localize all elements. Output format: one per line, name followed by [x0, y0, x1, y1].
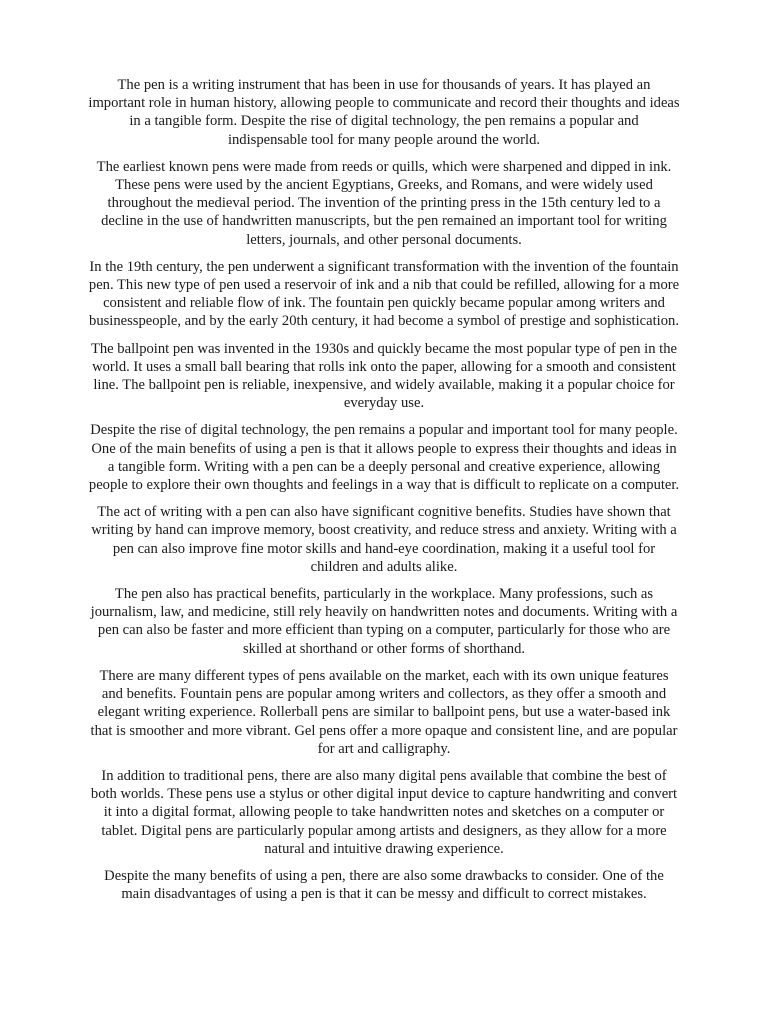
paragraph-2: The earliest known pens were made from reeds or quills, which were sharpened and dipped in ink. These pens were used by the ancient Egyptians, Greeks, and Romans, and were widely used throughout the medieval period. The invention of the printing press in the 15th century led to a decline in the use of handwritten manuscripts, but the pen remained an important tool for writing letters, journals, and other personal documents. — [96, 158, 672, 248]
paragraph-1: The pen is a writing instrument that has been in use for thousands of years. It has played an important role in human history, allowing people to communicate and record their thoughts and ideas in a tangible form. Despite the rise of digital technology, the pen remains a popular and indispensable tool for many people around the world. — [88, 77, 680, 148]
paragraph-3: In the 19th century, the pen underwent a significant transformation with the invention of the fountain pen. This new type of pen used a reservoir of ink and a nib that could be refilled, allowing for a more consistent and reliable flow of ink. The fountain pen quickly became popular among writers and businesspeople, and by the early 20th century, it had become a symbol of prestige and sophistication. — [88, 258, 680, 330]
document-page — [88, 76, 680, 912]
paragraph-5: Despite the rise of digital technology, the pen remains a popular and important tool for many people. One of the main benefits of using a pen is that it allows people to express their thoughts and ideas in a tangible form. Writing with a pen can be a deeply personal and creative experience, allowing people to explore their own thoughts and feelings in a way that is difficult to replicate on a computer. — [88, 422, 680, 494]
paragraph-9: In addition to traditional pens, there are also many digital pens available that combine the best of both worlds. These pens use a stylus or other digital input device to capture handwriting and convert it into a digital format, allowing people to take handwritten notes and sketches on a computer or tablet. Digital pens are particularly popular among artists and designers, as they allow for a more natural and intuitive drawing experience. — [90, 767, 678, 857]
paragraph-4: The ballpoint pen was invented in the 1930s and quickly became the most popular type of pen in the world. It uses a small ball bearing that rolls ink onto the paper, allowing for a smooth and consistent line. The ballpoint pen is reliable, inexpensive, and widely available, making it a popular choice for everyday use. — [90, 340, 678, 412]
paragraph-10: Despite the many benefits of using a pen, there are also some drawbacks to consider. One of the main disadvantages of using a pen is that it can be messy and difficult to correct mistakes. — [104, 867, 664, 903]
paragraph-6: The act of writing with a pen can also have significant cognitive benefits. Studies have shown that writing by hand can improve memory, boost creativity, and reduce stress and anxiety. Writing with a pen can also improve fine motor skills and hand-eye coordination, making it a useful tool for children and adults alike. — [91, 504, 677, 575]
paragraph-7: The pen also has practical benefits, particularly in the workplace. Many professions, such as journalism, law, and medicine, still rely heavily on handwritten notes and documents. Writing with a pen can also be faster and more efficient than typing on a computer, particularly for those who are skilled at shorthand or other forms of shorthand. — [90, 586, 678, 657]
paragraph-8: There are many different types of pens available on the market, each with its own unique features and benefits. Fountain pens are popular among writers and collectors, as they offer a smooth and elegant writing experience. Rollerball pens are similar to ballpoint pens, but use a water-based ink that is smoother and more vibrant. Gel pens offer a more opaque and consistent line, and are popular for art and calligraphy. — [90, 667, 678, 757]
